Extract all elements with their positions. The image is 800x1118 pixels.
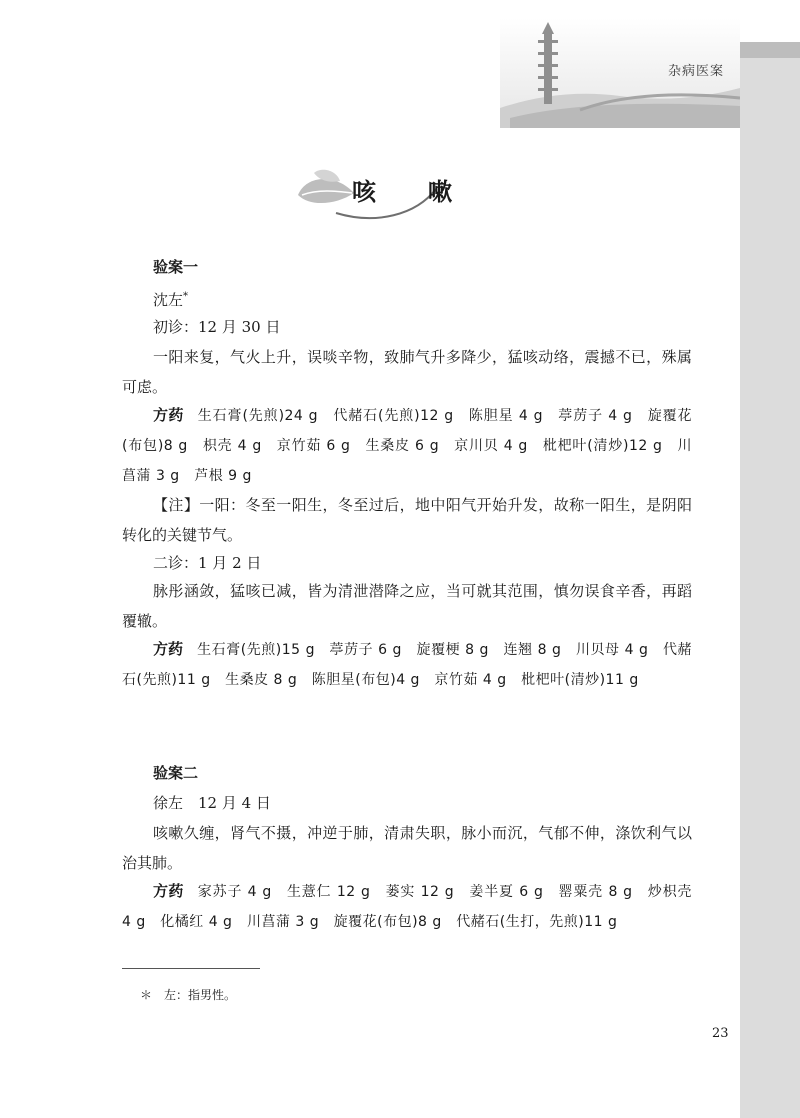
chapter-title-char1: 咳 (352, 177, 378, 206)
case1-rx2 (122, 634, 692, 695)
case1-visit2: 二诊：1 月 2 日 (153, 554, 262, 572)
chapter-title-char2: 嗽 (428, 177, 454, 206)
case1-visit1: 初诊：12 月 30 日 (153, 318, 281, 336)
chapter-title (352, 172, 454, 207)
footnote-mark: * (183, 291, 189, 302)
case2-patient: 徐左 12 月 4 日 (153, 794, 271, 812)
case1-rx1-text: 生石膏(先煎)24 g 代赭石(先煎)12 g 陈胆星 4 g 葶苈子 4 g 旋覆花(布包)8 g 枳壳 4 g 京竹茹 6 g 生桑皮 6 g 京川贝 4 g 枇杷叶(清炒)12 g 川菖蒲 3 g 芦根 9 g (122, 408, 692, 484)
page-number: 23 (712, 1026, 729, 1041)
rx-label: 方药 (153, 882, 184, 900)
running-title: 杂病医案 (668, 64, 725, 79)
case1-heading: 验案一 (153, 258, 199, 276)
case1-rx1 (122, 400, 692, 491)
case1-patient: 沈左 (153, 291, 184, 309)
case2-para1: 咳嗽久缠，肾气不摄，冲逆于肺，清肃失职，脉小而沉，气郁不伸，涤饮利气以治其肺。 (122, 824, 692, 872)
case2-rx1-text: 家苏子 4 g 生薏仁 12 g 蒌实 12 g 姜半夏 6 g 罂粟壳 8 g 炒枳壳 4 g 化橘红 4 g 川菖蒲 3 g 旋覆花(布包)8 g 代赭石(生打，先煎)11 g (122, 884, 692, 930)
case1-patient-line (122, 282, 723, 315)
case1-rx2-text: 生石膏(先煎)15 g 葶苈子 6 g 旋覆梗 8 g 连翘 8 g 川贝母 4 g 代赭石(先煎)11 g 生桑皮 8 g 陈胆星(布包)4 g 京竹茹 4 g 枇杷叶(清炒)11 g (122, 642, 692, 688)
footnote: ＊ 左：指男性。 (140, 988, 237, 1002)
case1-note: 【注】一阳：冬至一阳生，冬至过后，地中阳气开始升发，故称一阳生，是阴阳转化的关键节气。 (122, 496, 692, 544)
page-edge-bar (740, 58, 800, 1118)
rx-label: 方药 (153, 406, 184, 424)
case2-rx1 (122, 876, 692, 937)
case2-heading: 验案二 (153, 764, 199, 782)
case1-para1: 一阳来复，气火上升，误啖辛物，致肺气升多降少，猛咳动络，震撼不已，殊属可虑。 (122, 348, 692, 396)
case1-para2: 脉彤涵敛，猛咳已减，皆为清泄潜降之应，当可就其范围，慎勿误食辛香，再蹈覆辙。 (122, 582, 692, 630)
rx-label: 方药 (153, 640, 184, 658)
page-edge-tab (740, 42, 800, 58)
footnote-divider (122, 968, 260, 969)
